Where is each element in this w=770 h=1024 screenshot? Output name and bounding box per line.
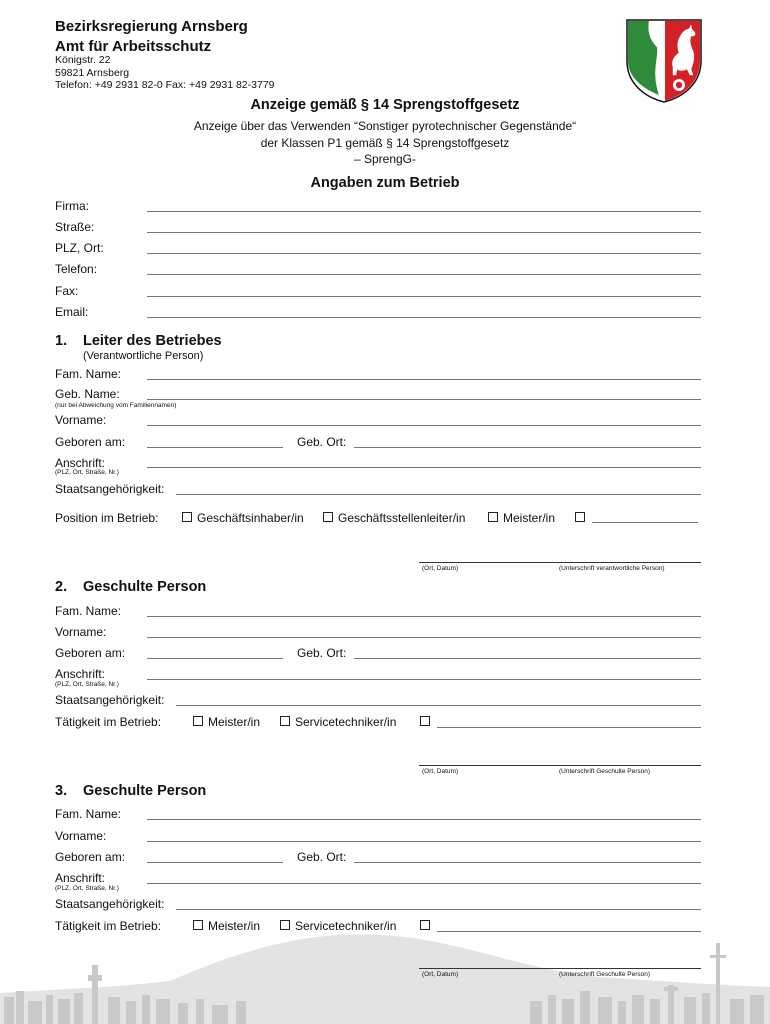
s3-anschrift-note: (PLZ, Ort, Straße, Nr.) xyxy=(55,885,119,892)
form-title: Anzeige gemäß § 14 Sprengstoffgesetz xyxy=(250,97,520,113)
s2-geb-ort-field[interactable] xyxy=(354,658,701,659)
s1-geboren-label: Geboren am: xyxy=(55,435,126,449)
firma-label: Firma: xyxy=(55,199,89,213)
checkbox-icon[interactable] xyxy=(420,920,430,930)
s1-sig-person-label: (Unterschrift verantwortliche Person) xyxy=(559,565,665,572)
section-1-title: Leiter des Betriebes xyxy=(83,333,222,349)
checkbox-icon[interactable] xyxy=(488,512,498,522)
s1-fam-name-field[interactable] xyxy=(147,379,701,380)
s2-signature-line[interactable] xyxy=(419,765,701,766)
s1-option-label-2: Geschäftsstellenleiter/in xyxy=(338,511,466,525)
s2-geboren-field[interactable] xyxy=(147,658,283,659)
s2-taetigkeit-label: Tätigkeit im Betrieb: xyxy=(55,715,162,729)
section-3-heading xyxy=(55,783,206,799)
s2-option-meister[interactable] xyxy=(193,715,260,729)
firma-field[interactable] xyxy=(147,211,701,212)
checkbox-icon[interactable] xyxy=(323,512,333,522)
s1-staat-field[interactable] xyxy=(176,494,701,495)
s1-signature-line[interactable] xyxy=(419,562,701,563)
s3-sig-person-label: (Unterschrift Geschulte Person) xyxy=(559,971,651,978)
s2-sig-place-label: (Ort, Datum) xyxy=(422,768,459,775)
plz-ort-label: PLZ, Ort: xyxy=(55,241,104,255)
section-2-heading xyxy=(55,579,206,595)
email-field[interactable] xyxy=(147,317,701,318)
s3-geb-ort-label: Geb. Ort: xyxy=(297,850,347,864)
s3-sig-place-label: (Ort, Datum) xyxy=(422,971,459,978)
s1-position-label: Position im Betrieb: xyxy=(55,511,159,525)
section-1-number: 1. xyxy=(55,333,68,349)
checkbox-icon[interactable] xyxy=(193,920,203,930)
email-label: Email: xyxy=(55,305,89,319)
s1-fam-name-label: Fam. Name: xyxy=(55,367,122,381)
s1-geb-name-note: (nur bei Abweichung vom Familiennamen) xyxy=(55,402,177,409)
s1-geboren-field[interactable] xyxy=(147,447,283,448)
s3-staat-field[interactable] xyxy=(176,909,701,910)
s3-geboren-field[interactable] xyxy=(147,862,283,863)
s1-option-geschaeftsinhaber[interactable] xyxy=(182,511,304,525)
section-1-subheading: (Verantwortliche Person) xyxy=(83,350,204,362)
s1-sig-place-label: (Ort, Datum) xyxy=(422,565,459,572)
telefon-field[interactable] xyxy=(147,274,701,275)
subtitle-line-3: – SprengG- xyxy=(353,152,417,166)
s3-option-other-field[interactable] xyxy=(437,931,701,932)
s3-vorname-label: Vorname: xyxy=(55,829,107,843)
s1-staat-label: Staatsangehörigkeit: xyxy=(55,482,165,496)
s2-option-servicetechniker[interactable] xyxy=(280,715,396,729)
checkbox-icon[interactable] xyxy=(280,716,290,726)
s1-vorname-label: Vorname: xyxy=(55,413,107,427)
s2-anschrift-field[interactable] xyxy=(147,679,701,680)
s1-anschrift-label: Anschrift: xyxy=(55,456,106,470)
betrieb-heading: Angaben zum Betrieb xyxy=(310,175,460,191)
s2-fam-name-label: Fam. Name: xyxy=(55,604,122,618)
section-3-title: Geschulte Person xyxy=(83,783,207,799)
section-2-number: 2. xyxy=(55,579,68,595)
s3-geboren-label: Geboren am: xyxy=(55,850,126,864)
checkbox-icon[interactable] xyxy=(280,920,290,930)
s2-sig-person-label: (Unterschrift Geschulte Person) xyxy=(559,768,651,775)
s2-anschrift-label: Anschrift: xyxy=(55,667,106,681)
s1-geb-ort-field[interactable] xyxy=(354,447,701,448)
plz-ort-field[interactable] xyxy=(147,253,701,254)
s3-geb-ort-field[interactable] xyxy=(354,862,701,863)
address-city: 59821 Arnsberg xyxy=(55,66,130,79)
checkbox-icon[interactable] xyxy=(193,716,203,726)
section-2-title: Geschulte Person xyxy=(83,579,207,595)
s1-option-geschaeftsstellenleiter[interactable] xyxy=(323,511,465,525)
section-1-heading xyxy=(55,333,222,349)
s2-option-other-field[interactable] xyxy=(437,727,701,728)
s3-anschrift-label: Anschrift: xyxy=(55,871,106,885)
s1-option-other[interactable] xyxy=(575,511,590,525)
s1-option-meister[interactable] xyxy=(488,511,555,525)
s3-fam-name-field[interactable] xyxy=(147,819,701,820)
s2-option-label-1: Meister/in xyxy=(208,715,261,729)
s2-vorname-field[interactable] xyxy=(147,637,701,638)
s3-option-other[interactable] xyxy=(420,919,435,933)
s1-geb-ort-label: Geb. Ort: xyxy=(297,435,347,449)
s2-option-label-2: Servicetechniker/in xyxy=(295,715,397,729)
section-3-number: 3. xyxy=(55,783,68,799)
subtitle-line-2: der Klassen P1 gemäß § 14 Sprengstoffgesetz xyxy=(260,135,510,150)
s1-geb-name-field[interactable] xyxy=(147,399,701,400)
org-name: Bezirksregierung Arnsberg xyxy=(55,18,248,35)
s2-anschrift-note: (PLZ, Ort, Straße, Nr.) xyxy=(55,681,119,688)
s1-anschrift-note: (PLZ, Ort, Straße, Nr.) xyxy=(55,469,119,476)
s3-vorname-field[interactable] xyxy=(147,841,701,842)
s2-staat-field[interactable] xyxy=(176,705,701,706)
telefon-label: Telefon: xyxy=(55,262,98,276)
s3-option-meister[interactable] xyxy=(193,919,260,933)
s1-anschrift-field[interactable] xyxy=(147,467,701,468)
checkbox-icon[interactable] xyxy=(420,716,430,726)
header-address xyxy=(55,54,275,92)
s1-option-label-3: Meister/in xyxy=(503,511,556,525)
s3-option-label-1: Meister/in xyxy=(208,919,261,933)
s2-fam-name-field[interactable] xyxy=(147,616,701,617)
checkbox-icon[interactable] xyxy=(575,512,585,522)
s3-anschrift-field[interactable] xyxy=(147,883,701,884)
org-department: Amt für Arbeitsschutz xyxy=(55,38,212,55)
s3-staat-label: Staatsangehörigkeit: xyxy=(55,897,165,911)
address-street: Königstr. 22 xyxy=(55,54,111,66)
header-organisation xyxy=(55,17,248,57)
nrw-coat-of-arms-logo xyxy=(621,17,707,103)
address-phone: Telefon: +49 2931 82-0 Fax: +49 2931 82-3779 xyxy=(55,79,275,92)
s3-option-label-2: Servicetechniker/in xyxy=(295,919,397,933)
s3-fam-name-label: Fam. Name: xyxy=(55,807,122,821)
fax-field[interactable] xyxy=(147,296,701,297)
s2-vorname-label: Vorname: xyxy=(55,625,107,639)
s2-staat-label: Staatsangehörigkeit: xyxy=(55,693,165,707)
s1-option-other-field[interactable] xyxy=(592,522,698,523)
s2-geboren-label: Geboren am: xyxy=(55,646,126,660)
strasse-field[interactable] xyxy=(147,232,701,233)
s2-geb-ort-label: Geb. Ort: xyxy=(297,646,347,660)
s3-taetigkeit-label: Tätigkeit im Betrieb: xyxy=(55,919,162,933)
checkbox-icon[interactable] xyxy=(182,512,192,522)
strasse-label: Straße: xyxy=(55,220,95,234)
s1-option-label-1: Geschäftsinhaber/in xyxy=(197,511,304,525)
s3-signature-line[interactable] xyxy=(419,968,701,969)
s1-geb-name-label: Geb. Name: xyxy=(55,387,120,401)
fax-label: Fax: xyxy=(55,284,79,298)
s1-vorname-field[interactable] xyxy=(147,425,701,426)
s3-option-servicetechniker[interactable] xyxy=(280,919,396,933)
subtitle-line-1: Anzeige über das Verwenden “Sonstiger pyrotechnischer Gegenstände“ xyxy=(193,119,577,133)
form-subtitle xyxy=(0,118,770,168)
s2-option-other[interactable] xyxy=(420,715,435,729)
